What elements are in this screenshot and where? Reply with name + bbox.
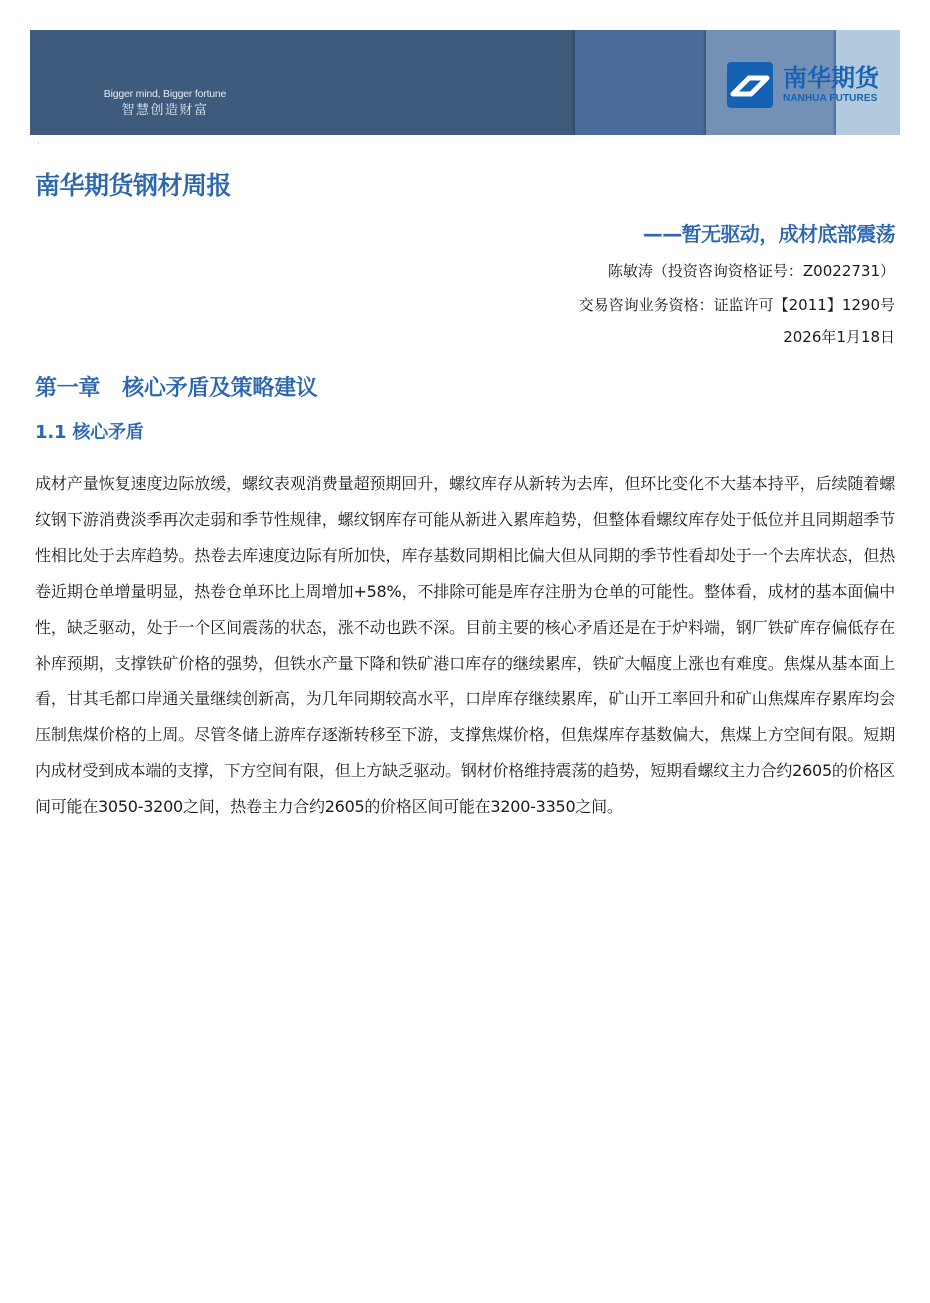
- report-title: 南华期货钢材周报: [35, 171, 232, 200]
- logo-name-chinese: 南华期货: [783, 64, 879, 92]
- nanhua-logo-icon: [727, 62, 773, 108]
- license-line: 交易咨询业务资格：证监许可【2011】1290号: [578, 296, 895, 314]
- company-logo: [727, 62, 879, 108]
- slogan-chinese: 智慧创造财富: [121, 103, 209, 118]
- section-title: 1.1 核心矛盾: [35, 422, 144, 443]
- header-banner: [30, 30, 900, 135]
- report-date: 2026年1月18日: [783, 328, 895, 346]
- slogan: [90, 87, 240, 120]
- logo-name-english: NANHUA FUTURES: [783, 93, 878, 104]
- logo-text: [783, 65, 879, 105]
- slogan-english: Bigger mind, Bigger fortune: [103, 88, 227, 100]
- author-line: 陈敏涛（投资咨询资格证号：Z0022731）: [607, 262, 895, 280]
- section-body: 成材产量恢复速度边际放缓，螺纹表观消费量超预期回升，螺纹库存从新转为去库，但环比变化不大基本持平，后续随着螺纹钢下游消费淡季再次走弱和季节性规律，螺纹钢库存可能从新进入累库趋势，但整体看螺纹库存处于低位并且同期超季节性相比处于去库趋势。热卷去库速度边际有所加快，库存基数同期相比偏大但从同期的季节性看却处于一个去库状态，但热卷近期仓单增量明显，热卷仓单环比上周增加+58%，不排除可能是库存注册为仓单的可能性。整体看，成材的基本面偏中性，缺乏驱动，处于一个区间震荡的状态，涨不动也跌不深。目前主要的核心矛盾还是在于炉料端，钢厂铁矿库存偏低存在补库预期，支撑铁矿价格的强势，但铁水产量下降和铁矿港口库存的继续累库，铁矿大幅度上涨也有难度。焦煤从基本面上看，甘其毛都口岸通关量继续创新高，为几年同期较高水平，口岸库存继续累库，矿山开工率回升和矿山焦煤库存累库均会压制焦煤价格的上周。尽管冬储上游库存逐渐转移至下游，支撑焦煤价格，但焦煤库存基数偏大，焦煤上方空间有限。短期内成材受到成本端的支撑，下方空间有限，但上方缺乏驱动。钢材价格维持震荡的趋势，短期看螺纹主力合约2605的价格区间可能在3050-3200之间，热卷主力合约2605的价格区间可能在3200-3350之间。: [35, 474, 895, 817]
- report-subtitle: ——暂无驱动，成材底部震荡: [642, 222, 895, 246]
- banner-stripe-1: [575, 30, 706, 135]
- chapter-title: 第一章 核心矛盾及策略建议: [35, 376, 318, 401]
- page-marker: ·: [37, 139, 40, 148]
